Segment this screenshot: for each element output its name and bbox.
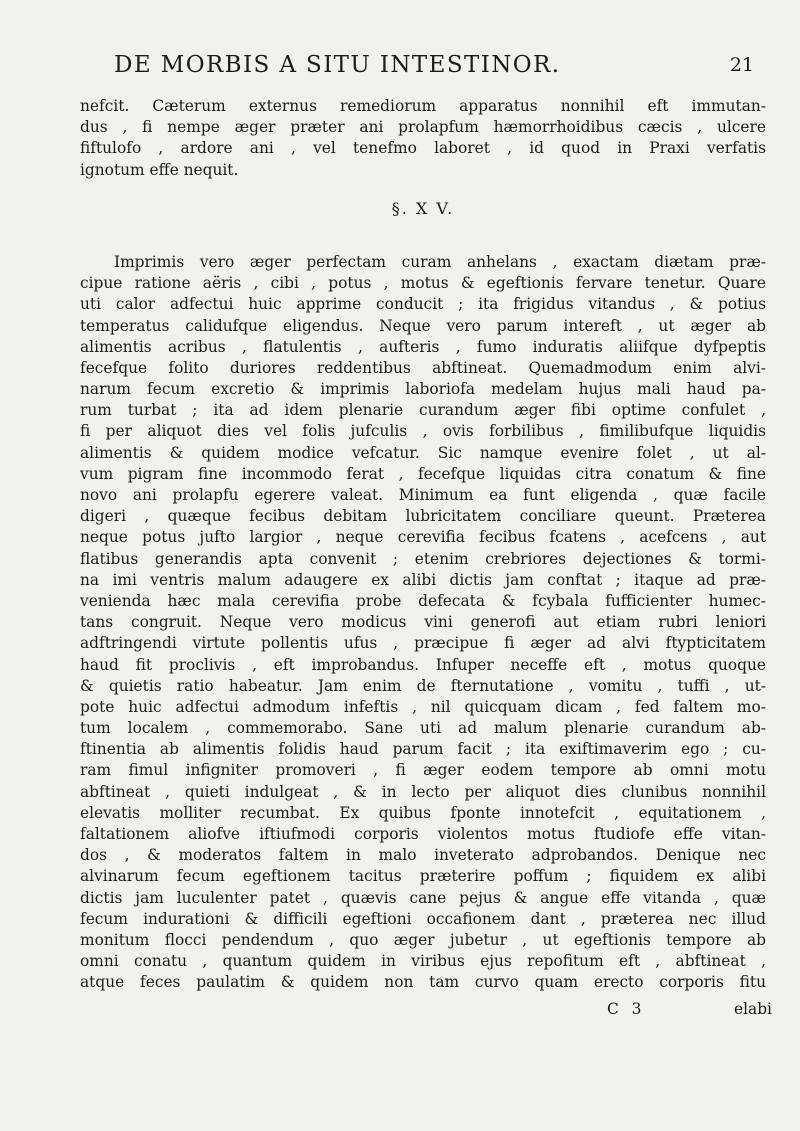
- text-line: omni conatu , quantum quidem in viribus ejus repofitum eft , abftineat ,: [80, 952, 766, 971]
- text-line: alvinarum fecum egeftionem tacitus præterire poffum ; fiquidem ex alibi: [80, 867, 766, 886]
- section-heading: §. X V.: [391, 198, 455, 218]
- text-line: elevatis molliter recumbat. Ex quibus fponte innotefcit , equitationem ,: [80, 803, 766, 822]
- page-number: 21: [729, 54, 754, 76]
- text-line: faltationem aliofve iftiufmodi corporis violentos motus ftudiofe effe vitan-: [80, 825, 766, 843]
- paragraph-2: [80, 252, 766, 994]
- text-line: novo ani prolapfu egerere valeat. Minimum ea funt eligenda , quæ facile: [80, 486, 766, 504]
- text-line: na imi ventris malum adaugere ex alibi dictis jam conftat ; itaque ad præ-: [80, 570, 766, 589]
- running-head: [114, 52, 754, 82]
- text-line: rum turbat ; ita ad idem plenarie curandum æger fibi optime confulet ,: [80, 401, 766, 420]
- text-line: flatibus generandis apta convenit ; etenim crebriores dejectiones & tormi-: [80, 549, 766, 568]
- text-line: ftinentia ab alimentis folidis haud parum facit ; ita exiftimaverim ego ; cu-: [80, 740, 766, 759]
- text-line: dictis jam luculenter patet , quævis cane pejus & angue effe vitanda , quæ: [80, 888, 766, 907]
- body-text: [80, 96, 766, 994]
- text-line: haud fit proclivis , eft improbandus. Infuper neceffe eft , motus quoque: [80, 655, 766, 674]
- text-line: cipue ratione aëris , cibi , potus , motus & egeftionis fervare tenetur. Quare: [80, 274, 766, 293]
- text-line: alimentis & quidem modice vefcatur. Sic namque evenire folet , ut al-: [80, 443, 766, 462]
- text-line: temperatus calidufque eligendus. Neque vero parum intereft , ut æger ab: [80, 316, 766, 335]
- text-line: ram fimul infigniter promoveri , fi æger eodem tempore ab omni motu: [80, 761, 766, 780]
- text-line: digeri , quæque fecibus debitam lubricitatem conciliare queunt. Præterea: [80, 507, 766, 526]
- text-line: tum localem , commemorabo. Sane uti ad malum plenarie curandum ab-: [80, 719, 766, 738]
- text-line: dus , fi nempe æger præter ani prolapfum hæmorrhoidibus cæcis , ulcere: [80, 118, 766, 137]
- text-line: uti calor adfectui huic apprime conducit ; ita frigidus vitandus , & potius: [80, 295, 766, 314]
- text-line: adftringendi virtute pollentis ufus , præcipue fi æger ad alvi ftypticitatem: [80, 634, 766, 653]
- text-line: dos , & moderatos faltem in malo inveterato adprobandos. Denique nec: [80, 846, 766, 865]
- text-line: fecum indurationi & difficili egeftioni occafionem dant , præterea nec illud: [80, 909, 766, 928]
- running-title: DE MORBIS A SITU INTESTINOR.: [114, 52, 561, 78]
- text-line: nefcit. Cæterum externus remediorum apparatus nonnihil eft immutan-: [80, 97, 766, 115]
- text-line: monitum flocci pendendum , quo æger jubetur , ut egeftionis tempore ab: [80, 930, 766, 949]
- text-line: narum fecum excretio & imprimis laboriofa medelam hujus mali haud pa-: [80, 380, 766, 399]
- text-line: pote huic adfectui admodum infeftis , nil quicquam dicam , fed faltem mo-: [80, 697, 766, 716]
- text-line: fecefque folito duriores reddentibus abftineat. Quemadmodum enim alvi-: [80, 358, 766, 377]
- text-line: alimentis acribus , flatulentis , aufteris , fumo induratis aliifque dyfpeptis: [80, 337, 766, 356]
- text-line: & quietis ratio habeatur. Jam enim de fternutatione , vomitu , tuffi , ut-: [80, 676, 766, 695]
- text-line: vum pigram fine incommodo ferat , fecefque liquidas citra conatum & fine: [80, 464, 766, 483]
- signature-mark: C 3: [607, 1000, 646, 1018]
- text-line: venienda hæc mala cerevifia probe defecata & fcybala fufficienter humec-: [80, 591, 766, 610]
- paragraph-1: [80, 96, 766, 181]
- catchword: elabi: [734, 1000, 772, 1018]
- text-line: ignotum effe nequit.: [80, 160, 239, 179]
- text-line: neque potus jufto largior , neque cerevifia fecibus fcatens , acefcens , aut: [80, 528, 766, 547]
- text-line: abftineat , quieti indulgeat , & in lecto per aliquot dies clunibus nonnihil: [80, 782, 766, 801]
- text-line: Imprimis vero æger perfectam curam anhelans , exactam diætam præ-: [114, 252, 766, 271]
- text-line: fiftulofo , ardore ani , vel tenefmo laboret , id quod in Praxi verfatis: [80, 139, 766, 158]
- text-line: fi per aliquot dies vel folis jufculis , ovis forbilibus , fimilibufque liquidis: [80, 422, 766, 441]
- text-line: atque feces paulatim & quidem non tam curvo quam erecto corporis fitu: [80, 973, 766, 992]
- text-line: tans congruit. Neque vero modicus vini generofi aut etiam rubri leniori: [80, 613, 766, 632]
